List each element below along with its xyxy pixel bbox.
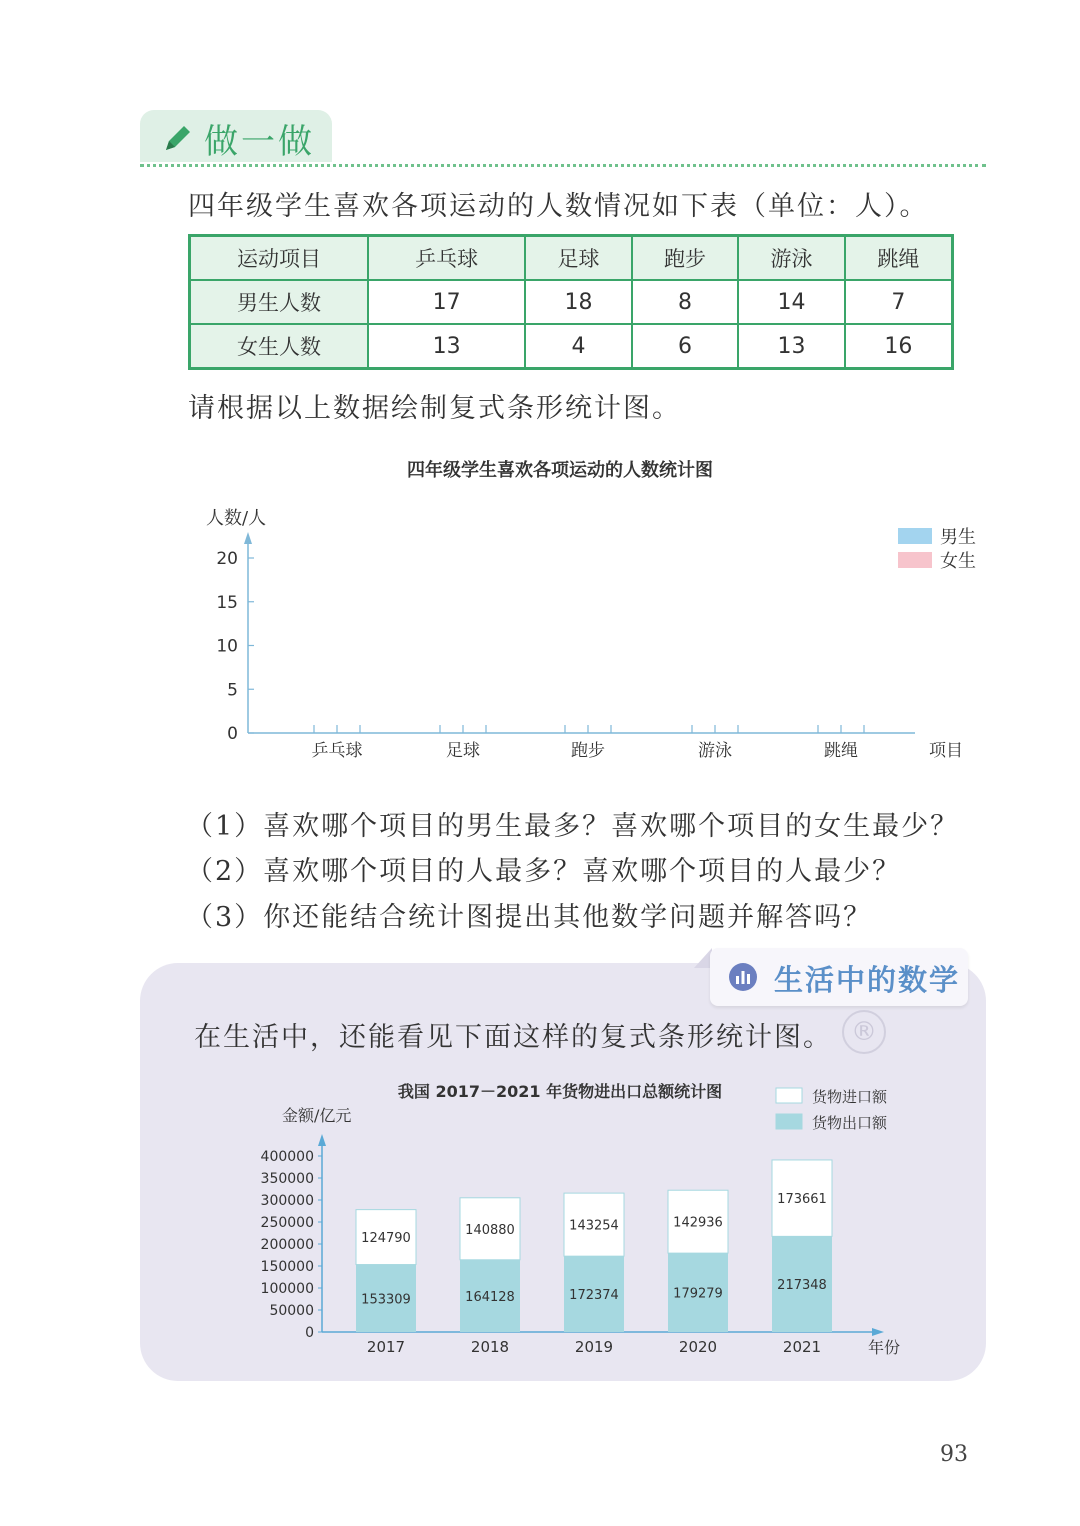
table-cell: 17: [368, 280, 525, 324]
table-cell: 13: [368, 324, 525, 369]
x-tick-label: 足球: [446, 741, 480, 761]
y-tick-label: 50000: [269, 1303, 314, 1319]
x-tick-label: 2021: [782, 1338, 822, 1356]
x-axis-label: 项目: [929, 741, 963, 761]
table-header-cell: 跑步: [632, 236, 738, 281]
x-tick-label: 2018: [470, 1338, 510, 1356]
row-label-girls: 女生人数: [190, 324, 369, 369]
legend-label: 女生: [940, 551, 976, 572]
export-value-label: 153309: [361, 1292, 411, 1308]
x-axis-label: 年份: [868, 1338, 901, 1357]
registered-mark: ®: [842, 1010, 886, 1054]
life-math-text: 在生活中，还能看见下面这样的复式条形统计图。: [194, 1022, 832, 1053]
question-2: （2）喜欢哪个项目的人最多？喜欢哪个项目的人最少？: [186, 856, 902, 887]
table-cell: 16: [845, 324, 953, 369]
legend-swatch: [776, 1088, 802, 1103]
x-tick-label: 2017: [366, 1338, 406, 1356]
table-header-cell: 跳绳: [845, 236, 953, 281]
y-axis-label: 人数/人: [206, 508, 267, 529]
table-cell: 6: [632, 324, 738, 369]
life-math-title: 生活中的数学: [774, 963, 961, 997]
sports-data-table: [188, 234, 954, 370]
chart-title: 四年级学生喜欢各项运动的人数统计图: [407, 460, 713, 481]
instruction-text: 请根据以上数据绘制复式条形统计图。: [188, 393, 681, 424]
chart-title: 我国 2017－2021 年货物进出口总额统计图: [397, 1082, 723, 1101]
y-tick-label: 15: [216, 592, 238, 613]
x-axis-arrow: [872, 1328, 884, 1336]
section-title: 做一做: [204, 122, 315, 162]
y-tick-label: 100000: [260, 1281, 314, 1297]
y-tick-label: 0: [305, 1325, 314, 1341]
y-tick-label: 200000: [260, 1237, 314, 1253]
table-row: [190, 280, 953, 324]
import-value-label: 143254: [569, 1218, 619, 1234]
export-value-label: 164128: [465, 1289, 515, 1305]
table-header-cell: 乒乓球: [368, 236, 525, 281]
table-header-cell: 足球: [525, 236, 631, 281]
pencil-icon: [160, 120, 196, 156]
legend-label: 男生: [940, 527, 976, 548]
x-tick-label: 2019: [574, 1338, 614, 1356]
import-value-label: 173661: [777, 1192, 827, 1208]
import-value-label: 124790: [361, 1231, 411, 1247]
legend-label: 货物出口额: [812, 1114, 888, 1132]
legend-label: 货物进口额: [812, 1088, 888, 1106]
question-1: （1）喜欢哪个项目的男生最多？喜欢哪个项目的女生最少？: [186, 811, 960, 842]
table-cell: 13: [738, 324, 844, 369]
y-tick-label: 5: [227, 680, 238, 701]
table-cell: 8: [632, 280, 738, 324]
row-label-boys: 男生人数: [190, 280, 369, 324]
page-number: 93: [940, 1442, 968, 1467]
legend-swatch: [898, 528, 932, 544]
sports-bar-chart: [180, 450, 1010, 780]
import-value-label: 142936: [673, 1215, 723, 1231]
trade-stacked-bar-chart: [240, 1076, 930, 1366]
table-cell: 18: [525, 280, 631, 324]
y-tick-label: 0: [227, 724, 238, 744]
y-tick-label: 20: [216, 549, 238, 569]
bar-chart-icon: [728, 962, 758, 992]
export-value-label: 179279: [673, 1286, 723, 1302]
dotted-divider: [140, 164, 986, 167]
y-axis-arrow: [318, 1134, 326, 1146]
intro-text: 四年级学生喜欢各项运动的人数情况如下表（单位：人）。: [188, 191, 929, 222]
table-header-cell: 游泳: [738, 236, 844, 281]
table-header-cell: 运动项目: [190, 236, 369, 281]
x-tick-label: 跳绳: [824, 741, 858, 761]
export-value-label: 217348: [777, 1278, 827, 1294]
import-value-label: 140880: [465, 1222, 515, 1238]
table-header-row: [190, 236, 953, 281]
x-tick-label: 乒乓球: [311, 741, 363, 761]
table-cell: 14: [738, 280, 844, 324]
y-axis-label: 金额/亿元: [282, 1106, 352, 1125]
legend-swatch: [898, 552, 932, 568]
y-axis-arrow: [244, 532, 252, 544]
y-tick-label: 350000: [260, 1171, 314, 1187]
question-3: （3）你还能结合统计图提出其他数学问题并解答吗？: [186, 902, 873, 933]
x-tick-label: 游泳: [698, 741, 732, 761]
y-tick-label: 400000: [260, 1149, 314, 1165]
table-cell: 4: [525, 324, 631, 369]
y-tick-label: 10: [216, 636, 238, 657]
y-tick-label: 250000: [260, 1215, 314, 1231]
x-tick-label: 跑步: [571, 741, 605, 761]
y-tick-label: 300000: [260, 1193, 314, 1209]
legend-swatch: [776, 1114, 802, 1129]
x-tick-label: 2020: [678, 1338, 718, 1356]
export-value-label: 172374: [569, 1288, 619, 1304]
table-row: [190, 324, 953, 369]
table-cell: 7: [845, 280, 953, 324]
y-tick-label: 150000: [260, 1259, 314, 1275]
